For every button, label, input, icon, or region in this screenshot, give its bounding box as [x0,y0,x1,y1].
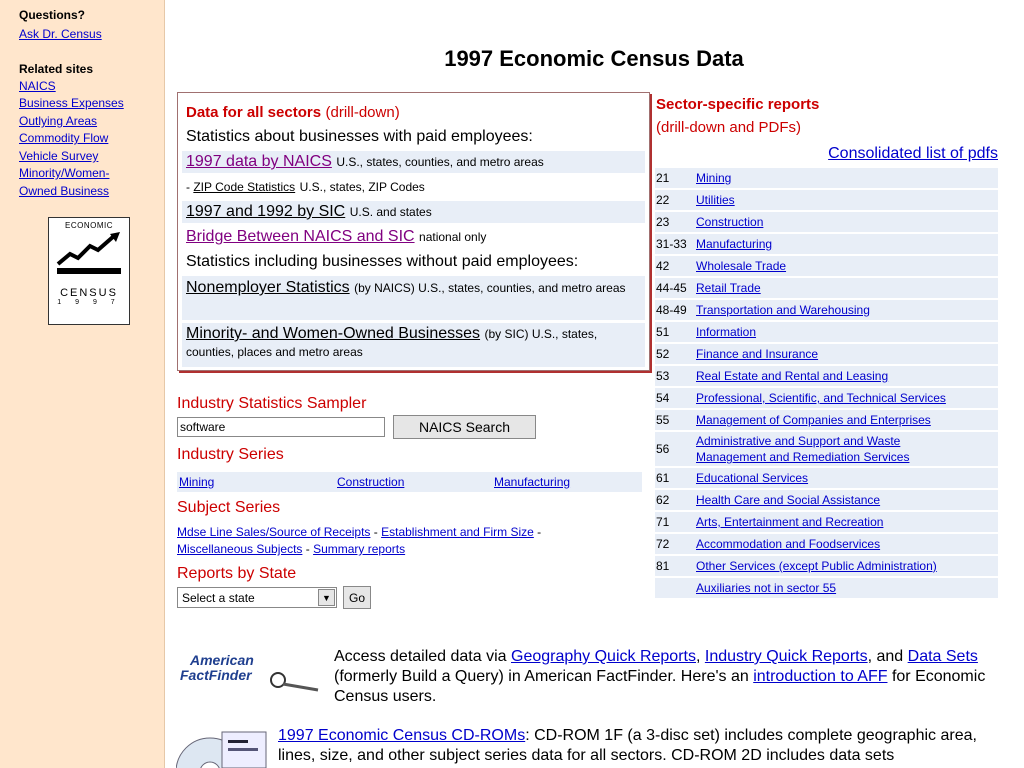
logo-bottom-text: CENSUS [60,287,118,299]
sector-code: 53 [656,369,670,383]
sector-code: 81 [656,559,670,573]
aff-text-5: for Economic Census users. [334,668,986,705]
table-row [655,468,998,488]
sector-code: 55 [656,413,670,427]
sector-reports-subtitle: (drill-down and PDFs) [656,119,802,136]
table-row [655,490,998,510]
related-link-naics[interactable]: NAICS [19,79,56,93]
sector-link[interactable]: Professional, Scientific, and Technical Services [696,391,946,405]
magnifier-icon [268,670,324,694]
sector-link[interactable]: Other Services (except Public Administration) [696,559,937,573]
all-sectors-title: Data for all sectors [186,104,322,121]
sector-link[interactable]: Educational Services [696,471,809,485]
sector-link[interactable]: Information [696,325,757,339]
mdse-line-sales-link[interactable]: Mdse Line Sales/Source of Receipts [177,525,371,539]
sector-code: 22 [656,193,670,207]
sector-code: 54 [656,391,670,405]
table-row [655,322,998,342]
cd-rom-text: : CD-ROM 1F (a 3-disc set) includes complete geographic area, lines, size, and other subject series data for all sectors. CD-ROM 2D includes data sets [278,727,977,764]
table-row [655,432,998,466]
nonemployer-row [182,276,645,320]
page-title: 1997 Economic Census Data [444,46,744,71]
all-sectors-suffix: (drill-down) [325,104,400,121]
related-link-business-expenses[interactable]: Business Expenses [19,96,124,110]
logo-top-text: ECONOMIC [65,221,113,230]
sic-desc: U.S. and states [349,205,432,219]
table-row [655,234,998,254]
zip-desc: U.S., states, ZIP Codes [299,180,425,194]
logo-year-text: 1 9 9 7 [57,299,121,306]
subject-series-links [177,524,642,558]
ask-dr-census-link[interactable]: Ask Dr. Census [19,27,102,41]
sector-link[interactable]: Transportation and Warehousing [696,303,870,317]
related-link-owned-business[interactable]: Owned Business [19,184,110,198]
industry-series-title: Industry Series [177,446,284,463]
naics-desc: U.S., states, counties, and metro areas [336,155,544,169]
economic-census-logo [48,217,130,325]
data-sets-link[interactable]: Data Sets [907,648,978,665]
left-sidebar [0,0,165,768]
table-row [655,278,998,298]
subject-sep-1: - [370,525,382,539]
trend-chart-icon [54,230,124,280]
sector-link-line2: Management and Remediation Services [696,450,910,464]
minority-row [182,323,645,367]
bridge-naics-sic-link[interactable]: Bridge Between NAICS and SIC [186,228,415,245]
sector-link[interactable]: Auxiliaries not in sector 55 [696,581,837,595]
naics-row [182,151,645,173]
industry-series-manufacturing-link[interactable]: Manufacturing [494,475,571,489]
sector-link[interactable]: Management of Companies and Enterprises [696,413,931,427]
related-link-outlying-areas[interactable]: Outlying Areas [19,114,98,128]
geography-quick-reports-link[interactable]: Geography Quick Reports [511,648,696,665]
cd-rom-icon [176,728,272,768]
miscellaneous-subjects-link[interactable]: Miscellaneous Subjects [177,542,303,556]
paid-intro: Statistics about businesses with paid employees: [182,126,645,148]
bridge-row [182,226,645,248]
naics-1997-link[interactable]: 1997 data by NAICS [186,153,332,170]
consolidated-pdfs-link[interactable]: Consolidated list of pdfs [828,145,998,162]
table-row [655,556,998,576]
aff-logo-line1: American [190,652,254,668]
sector-code: 61 [656,471,670,485]
minority-women-owned-link[interactable]: Minority- and Women-Owned Businesses [186,325,481,342]
table-row [655,534,998,554]
sector-reports-title: Sector-specific reports [656,96,820,113]
sector-link[interactable]: Arts, Entertainment and Recreation [696,515,884,529]
summary-reports-link[interactable]: Summary reports [313,542,406,556]
chevron-down-icon[interactable]: ▼ [318,589,335,606]
aff-text-4: (formerly Build a Query) in American FactFinder. Here's an [334,668,754,685]
sector-code: 21 [656,171,670,185]
related-link-commodity-flow[interactable]: Commodity Flow [19,131,109,145]
related-link-vehicle-survey[interactable]: Vehicle Survey [19,149,99,163]
sector-link-line1: Administrative and Support and Waste [696,434,901,448]
zip-prefix: - [186,180,194,194]
nonemployer-statistics-link[interactable]: Nonemployer Statistics [186,279,350,296]
table-row [655,578,998,598]
sector-link[interactable] [696,433,909,465]
sector-link[interactable]: Manufacturing [696,237,773,251]
sector-code: 48-49 [656,303,687,317]
aff-text-2: , [695,648,705,665]
nonemployer-desc: (by NAICS) U.S., states, counties, and metro areas [354,281,626,295]
sic-row [182,201,645,223]
sector-code: 71 [656,515,670,529]
reports-by-state-title: Reports by State [177,565,297,582]
introduction-to-aff-link[interactable]: introduction to AFF [753,668,888,685]
sector-code: 52 [656,347,670,361]
questions-label: Questions? [19,8,86,22]
zip-code-statistics-link[interactable]: ZIP Code Statistics [193,180,296,194]
industry-series-mining-link[interactable]: Mining [179,475,215,489]
subject-sep-3: - [302,542,314,556]
table-row [655,190,998,210]
all-sectors-box [177,92,650,371]
aff-logo-line2: FactFinder [180,667,252,683]
table-row [655,388,998,408]
nonpaid-intro: Statistics including businesses without paid employees: [182,251,645,273]
naics-search-button[interactable]: NAICS Search [393,415,536,439]
sampler-title: Industry Statistics Sampler [177,395,367,412]
sector-code: 51 [656,325,670,339]
aff-description [334,647,994,707]
subject-series-title: Subject Series [177,499,281,516]
table-row [655,168,998,188]
sector-link[interactable]: Mining [696,171,732,185]
state-select[interactable] [177,587,337,608]
sector-code: 23 [656,215,670,229]
sector-code: 62 [656,493,670,507]
sector-link[interactable]: Accommodation and Foodservices [696,537,881,551]
sic-1997-1992-link[interactable]: 1997 and 1992 by SIC [186,203,346,220]
state-go-button[interactable]: Go [343,586,371,609]
sector-link[interactable]: Real Estate and Rental and Leasing [696,369,889,383]
related-link-minority-women[interactable]: Minority/Women- [19,166,110,180]
table-row [655,512,998,532]
table-row [655,366,998,386]
sector-link[interactable]: Utilities [696,193,735,207]
sector-code: 42 [656,259,670,273]
american-factfinder-logo [178,650,328,694]
sampler-search-input[interactable] [177,417,385,437]
sector-code: 72 [656,537,670,551]
minority-desc: (by SIC) U.S., states, counties, places and metro areas [186,327,598,359]
state-select-value: Select a state [182,591,255,605]
establishment-firm-size-link[interactable]: Establishment and Firm Size [381,525,534,539]
sector-link[interactable]: Retail Trade [696,281,761,295]
table-row [655,212,998,232]
sector-code: 44-45 [656,281,687,295]
sector-code: 56 [656,442,670,456]
zip-row [182,176,645,198]
related-sites-label: Related sites [19,62,94,76]
table-row [655,300,998,320]
industry-series-construction-link[interactable]: Construction [337,475,405,489]
table-row [655,344,998,364]
aff-text-3: , and [867,648,908,665]
industry-quick-reports-link[interactable]: Industry Quick Reports [704,648,868,665]
table-row [655,410,998,430]
cd-rom-description [278,726,994,766]
table-row [655,256,998,276]
sector-link[interactable]: Construction [696,215,764,229]
all-sectors-header [182,102,645,124]
subject-sep-2: - [533,525,542,539]
economic-census-cd-roms-link[interactable]: 1997 Economic Census CD-ROMs [278,727,526,744]
bridge-desc: national only [419,230,487,244]
sector-code: 31-33 [656,237,687,251]
sector-link[interactable]: Wholesale Trade [696,259,787,273]
industry-series-row [177,472,642,492]
sector-link[interactable]: Finance and Insurance [696,347,819,361]
sector-link[interactable]: Health Care and Social Assistance [696,493,881,507]
aff-text-1: Access detailed data via [334,648,511,665]
